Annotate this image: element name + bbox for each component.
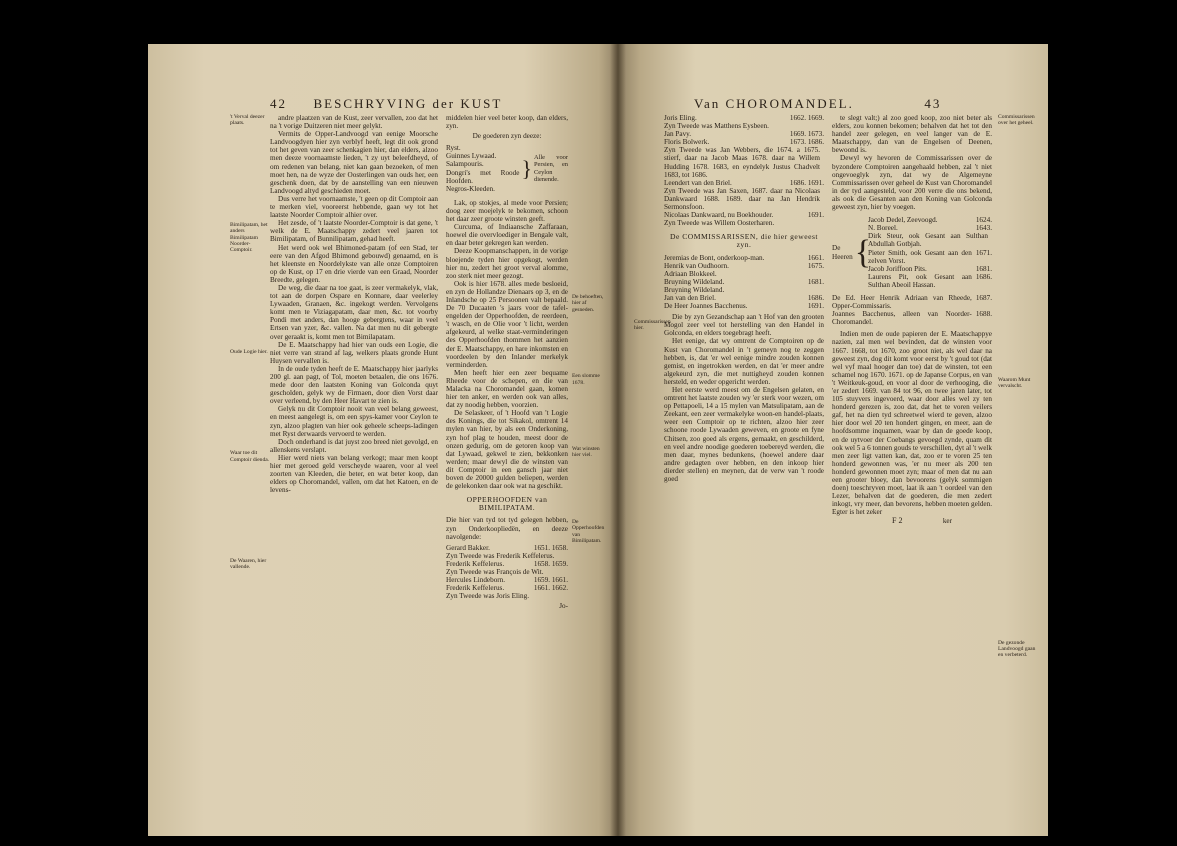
list-item [868,265,992,273]
margin-note: Oude Logie hier. [230,348,268,355]
paragraph: Dus verre het voornaamste, 't geen op dit Comptoir aan te merken viel, vooreerst hebbende, gaan wy tot het laatste Noorder Comptoir alhier over. [270,194,438,220]
list-item-years: 1662. 1669. [789,114,824,122]
list-item-years: 1686. [807,293,824,302]
list-item-years: 1624. [975,216,992,225]
section-heading: OPPERHOOFDEN van BIMILIPATAM. [466,495,548,513]
list-item-years: 1669. 1673. [789,130,824,139]
margin-note: De Waaren, hier vallende. [230,558,267,571]
list-item [664,187,824,211]
section-heading: De COMMISSARISSEN, die hier geweest zyn. [669,232,819,250]
list-item-name: Jan van den Briel. [664,293,716,302]
list-item-name: Zyn Tweede was Jan Saxen, 1687. daar na Nicolaas Dankwaard 1688. 1689. daar na Jan Hendrik Sermonsfoon. [664,186,820,212]
list-item-years: 1658. 1659. [533,559,568,568]
list-item-name: Adriaan Blokkeel. [664,269,717,278]
list-item [664,211,824,219]
right-page [618,44,1048,836]
margin-notes-left [230,114,270,666]
list-item [664,254,824,262]
paragraph: te slegt valt;) al zoo goed koop, zoo niet beter als elders, zou konnen bekomen; behalven dat het tot den handel zeer gelegen, en veel langer van de E. Maatschappy, dan van de Engelsen of Deenen, bewoond is. [832,114,992,155]
paragraph: De Selaskeer, of 't Hoofd van 't Logie des Konings, die tot Sikakol, omtrent 14 mylen van hier, by als een Onderkoning, zyn hof plag te houden, meest door de onzen gedurig, om de getoren koop van dat Lywaad, gekwel te zien, bekkonken werden; maar dewyl die de winsten van dit Comptoir in een gansch jaar niet boven de 20000 gulden beliepen, werden de gelekonken daar ook wat na geschikt. [446,409,568,491]
list-item [664,219,824,227]
list-item-name: Zyn Tweede was Frederik Keffelerus. [446,551,555,560]
running-head: Van CHOROMANDEL. [694,96,854,111]
list-item-name: Zyn Tweede was Jan Webbers, die 1674. a 1675. stierf, daar na Jacob Maas 1678. daar na Willem Hudding 1678. 1683, en eyndelyk Justus Chadvelt 1683, tot 1686. [664,146,820,179]
heeren-list [832,216,992,289]
list-item-years: 1688. [975,310,992,319]
list-item [664,122,824,130]
signature-mark: F 2 [892,515,903,525]
goods-item: Guinnes Lywaad. [446,152,497,161]
left-page [148,44,618,836]
paragraph: Het werd ook wel Bhimoned-patam (of een Stad, ter eere van den Afgod Bhimond gebouwd) genaamd, en is het kleenste en Noordelykste van alle onze Comptoiren op de Kust, op 17 en drie vierde van een Graad, Noorder Breedte, gelegen. [270,243,438,284]
list-item-name: Jacob Joriffoon Pits. [868,264,927,273]
margin-note: Wat winsten hier viel. [572,446,600,459]
column-intro: middelen hier veel beter koop, dan elders, zyn. [446,114,568,131]
paragraph: Indien men de oude papieren der E. Maatschappye nazien, zal men wel bevinden, dat de winsten voor 1667. 1668, tot 1670, zoo groot niet, als wel daar na geweest zyn, dog dit komt voor eerst by 't goud tot (dat wel vyf maal hooger dan toe) dat de winsten, tot een schamel nog 1670. 1671. op de Japanse Corpus, en van 't Weitkeuk-goud, en voor al door de verhooging, die 'er zedert 1669. van 84 tot 96, en twee jaren later, tot 105 stuyvers ingevoerd, waar door alles wel zy ten honderd gerezen is, zoo dat, dat het te voren veilers gaf, het na dien tyd schreetwel wierd te geven, alzoo hier door wel 20 ten hondert gingen, en meer, aan de hoofdsomme inquamen, waar by dan de goede koop, en de uytvoer der Coebangs gevoegd zynde, quam dit ook wel 5 a 6 tonnen gouds te verschillen, dyt al 't welk men zeer ligt vatten kan, dat, zoo er te voren 25 ten honderd gewonnen was, 'er nu meer als 200 ten honderd gewonnen moet zyn; maar of men dat nu aan een grooter bloey, dan bevoorens (gelyk sommigen doen) toeschryven moet, laat ik aan 't oordeel van den Lezer, behalven dat de goederen, die men zedert inkogt, vry meer, dan bevorens, hebben moeten gelden. Egter is het zeker [832,330,992,517]
paragraph: Hier werd niets van belang verkogt; maar men koopt hier met geroed geld verscheyde waaren, voor al veel zoorten van Kleeden, die beter, en wat beter koop, dan elders op Choromandel, vallen, om dat het Katoen, en de levens- [270,453,438,495]
list-item-years: 1681. [975,264,992,273]
list-item-years: 1661. [807,253,824,262]
list-item-name: Hercules Lindeborn. [446,576,506,585]
list-item-years: 1661. 1662. [533,584,568,593]
list-item-name: Floris Bolwerk. [664,138,710,147]
list-item [868,249,992,265]
list-item [664,130,824,138]
list-item [664,138,824,146]
goods-note: Alle voor Persien, en Ceylon dienende. [534,153,568,183]
list-item-name: Pieter Smith, ook Gesant aan den zelven Vorst. [868,248,972,265]
list-item [446,568,568,576]
list-item-years: 1651. 1658. [533,543,568,552]
goods-heading: De goederen zyn deeze: [472,132,542,141]
paragraph: Gelyk nu dit Comptoir nooit van veel belang geweest, en meest aangelegt is, om een spys-kamer voor Ceylon te zyn, alzoo plagten van hier ook geheele scheeps-ladingen met Ryst derwaards vervoerd te werden. [270,405,438,438]
list-item [446,560,568,568]
list-item [868,216,992,224]
goods-item: Dongri's met Roode Hoofden. [446,168,520,185]
paragraph: Doch onderhand is dat juyst zoo breed niet gevolgd, en allenskens verslapt. [270,437,438,454]
list-item-name: Jeremias de Bont, onderkoop-man. [664,253,765,262]
column-right-1 [664,114,824,483]
list-item-years: 1673. 1686. [789,138,824,147]
book-spread [148,44,1048,836]
list-item-name: Bruyning Wildeland. [664,277,725,286]
paragraph: Ook is hier 1678. alles mede besloeid, en zyn de Hollandze Dienaars op 3, en de Inlandsche op 25 Persoonen valt bepaald. De 70 Ducaaten 's jaars voor de tafel-engelden der Opperhoofden, de reerdeen, 't wasch, en de Olie voor 't licht, werden afgekeurd, al welke staat-verminderingen des Opperhoofden thommen het aanzien der E. Maatschappy, en hare inkomsten en voordeelen by den Inlander merkelyk verminderden. [446,279,568,369]
goods-item: Ryst. [446,144,461,153]
list-item-name: Zyn Tweede was Willem Oosterharen. [664,219,775,228]
list-item-years: 1675. [807,261,824,270]
list-item-name: Zyn Tweede was François de Wit. [446,567,544,576]
brace-icon: } [521,155,532,181]
paragraph: Deeze Koopmanschappen, in de vorige bloejende tyden hier opgekogt, werden hier nu, zedert het groot verval alomme, zoo sterk niet meer gezogt. [446,247,568,280]
paragraph: Dewyl wy hevoren de Commissarissen over de byzondere Comptoiren aangehaald hebben, zal 't niet ongevoeglyk zyn, dat wy de Algemeyne Commissarissen over geheel de Kust van Choromandel in der tyd aangesteld, voor 200 verre die ons bekend, als ook die Gesanten aan den Koning van Golconda geweest zyn, hier by voegen. [832,154,992,212]
brace-icon: { [854,233,872,271]
list-item [664,270,824,278]
list-item [664,179,824,187]
list-item-name: Jan Pavy. [664,130,692,139]
list-item [446,592,568,600]
paragraph: Die by zyn Gezandschap aan 't Hof van den grooten Mogol zeer veel tot herstelling van den Handel in Golconda, en elders toegebragt heeft. [664,313,824,338]
list-item [664,262,824,270]
list-item-name: De Heer Joannes Bacchenus. [664,302,748,311]
paragraph: Vermits de Opper-Landvoogd van eenige Moorsche Landvoogdyen hier zyn verblyf heeft, legt dit ook grond tot het geven van zeer schenkagien hier, dan elders, alzoo men deeze voornaamste lieden, 't zy uyt beleefdheyd, of om redenen van belang, niet kan gaan bezoeken, of men moet hen, na de wyze der Oosterlingen van ouds her, een geschenk doen, dat by de aanstelling van een nieuwen Landvoogd altyd geschieden moet. [270,130,438,195]
margin-note: Waarom Munt vervalscht. [998,376,1031,390]
list-item [446,584,568,592]
list-item-name: N. Boreel. [868,224,898,233]
list-item-name: Nicolaas Dankwaard, nu Boekhouder. [664,211,774,220]
paragraph: De weg, die daar na toe gaat, is zeer vermakelyk, vlak, tot aan de dorpen Ospare en Konnare, daar veelerley Lywaaden, Granaen, &c. ingekogt werden. Vervolgens komt men te Viziagapatam, daar men, &c. tot voorby Pondi met anders, dan hooge gebergtens, waar in veel Ertsen van yzer, &c. vallen. Na dat men nu dit gebergte over geraakt is, komt men tot Bimilapatam. [270,283,438,341]
list-item-name: Bruyning Wildeland. [664,285,725,294]
list-item-name: Henrik van Oudhoorn. [664,261,729,270]
list-item [664,286,824,294]
list-item [832,294,992,310]
paragraph: andre plaatzen van de Kust, zeer vervallen, zoo dat het na 't vorige Duitzeren niet meer gelykt. [270,114,438,131]
paragraph: Curcuma, of Indiaansche Zaffaraan, hoewel die overvloediger in Bengale valt, en daar beter gekregen kan werden. [446,223,568,248]
list-item-name: Joannes Bacchenus, alleen van Noorder-Choromandel. [832,310,972,327]
list-item [446,544,568,552]
margin-note: Een slomme 1678. [572,373,600,386]
list-item [868,224,992,232]
list-item-name: Frederik Keffelerus. [446,559,505,568]
list-item-years: 1687. [975,293,992,302]
paragraph: Het zesde, of 't laatste Noorder-Comptoir is dat gene, 't welk de E. Maatschappy zedert veel jaaren tot Bimilipatam, of Bunnilipatam, gehad heeft. [270,219,438,244]
list-item-name: Jacob Dedel, Zeevoogd. [868,216,938,225]
paragraph: Lak, op stokjes, al mede voor Persien; doog zeer moejelyk te bekomen, schoon het daar zeer groote winsten geeft. [446,198,568,224]
page-number: 42 [270,96,287,111]
list-item-name: Gerard Bakker. [446,543,490,552]
list-item-name: Laurens Pit, ook Gesant aan Sulthan Abeoil Hassan. [868,272,972,289]
book-gutter [610,44,626,836]
margin-note: 't Verval deezer plaats. [230,114,265,127]
list-item-years: 1691. [807,302,824,311]
list-item-name: Leendert van den Briel. [664,178,732,187]
margin-note: Bimilipatam, het anders Bimilipatam Noorder-Comptoir. [230,221,268,254]
list-item-years: 1671. [975,248,992,257]
paragraph: In de oude tyden heeft de E. Maatschappy hier jaarlyks 200 gl. aan pagt, of Tol, moeten betaalen, die ons 1676. mede door den laatsten Koning van Golconda quyt gescholden, gelyk wy de Firmaen, door dien Vorst daar over verleend, by den Heer Havart te zien is. [270,364,438,406]
margin-notes-right [634,319,671,342]
list-item-name: Frederik Keffelerus. [446,584,505,593]
list-item-years: 1686. [975,272,992,281]
list-item [664,278,824,286]
list-item-years: 1681. [807,277,824,286]
column-right-2 [832,114,992,525]
margin-note: De gezonde Landvoogd gaan en verbeterd. [998,639,1036,659]
margin-note: Waar toe dit Comptoir dienda. [230,450,270,463]
catchword: Jo- [559,602,568,611]
list-item-name: Zyn Tweede was Joris Eling. [446,592,530,601]
column-left-1 [270,114,438,494]
goods-list [446,144,568,193]
margin-note: De Opperhoofden van Bimilipatam. [572,518,605,545]
page-number: 43 [924,96,942,111]
list-item-name: Dirk Steur, ook Gesant aan Sulthan Abdullah Gotbjah. [868,232,988,249]
heeren-label: De Heeren [832,244,853,261]
goods-item: Negros-Kleeden. [446,184,495,193]
goods-item: Salampouris. [446,160,484,169]
list-item [868,273,992,289]
paragraph: Het eerste werd meest om de Engelsen gelaten, en omtrent het laatste zouden wy 'er sterk voor wezen, om op Pettapoeli, 14 a 15 mylen van Matsulipatam, aan de Zeekant, een zeer vermakelyke woon-en handel-plaats, weer een Comptoir op te richten, alzoo hier zeer schoone roode Lywaaden geweven, en groote en fyne Chitsen, zoo goed als ergens, gemaakt, en geschilderd, en veel andre noodige goederen toebereyd werden, die men daar, mynes bedunkens, (hoewel andere daar andre gedagten over hebben, en den inkoop hier dierder stellen) en meynen, dat de verw van 't roode goed [664,386,824,484]
paragraph: De E. Maatschappy had hier van ouds een Logie, die niet verre van strand af lag, welkers plaats gronde Hunt Huysen vervallen is. [270,340,438,365]
margin-note: Commissarissen over het geheel. [998,114,1035,127]
list-item [832,310,992,326]
section-intro: Die hier van tyd tot tyd gelegen hebben, zyn Onderkoopliedën, en deeze navolgende: [446,516,568,541]
list-item [664,302,824,310]
list-item [446,552,568,560]
list-item-years: 1643. [975,224,992,233]
margin-note: De behoeften, hier af gesneden. [572,294,604,313]
paragraph: Men heeft hier een zeer bequame Rheede voor de schepen, en die van Malacka na Choromandel gaan, komen hier ten anker, en werden ook van alles, dat zy noodig hebben, voorzien. [446,368,568,410]
list-item-years: 1691. [807,211,824,220]
list-item-years: 1659. 1661. [533,576,568,585]
list-item [868,232,992,248]
column-left-2 [446,114,568,610]
list-item-years: 1686. 1691. [789,178,824,187]
catchword: ker [942,516,952,525]
margin-notes-right-2 [998,114,1042,836]
list-item-name: De Ed. Heer Henrik Adriaan van Rheede, Opper-Commissaris. [832,293,972,311]
list-item [664,294,824,302]
list-item [664,114,824,122]
margin-notes-left-2 [572,294,606,604]
paragraph: Het eenige, dat wy omtrent de Comptoiren op de Kust van Choromandel in 't gemeyn nog te zeggen hebben, is, dat 'er wel eenige mindre zouden konnen gemist, en ingetrokken werden, en dat 'er meer andre algekeurd zyn, die met nuttigheyd zouden konnen hersteld, en weder opgericht werden. [664,337,824,386]
margin-note: Commissarissen hier. [634,319,671,332]
list-item-name: Zyn Tweede was Matthens Eysbeen. [664,122,769,131]
list-item-name: Joris Eling. [664,114,697,122]
running-head: BESCHRYVING der KUST [313,96,503,111]
list-item [446,576,568,584]
list-item [664,146,824,178]
